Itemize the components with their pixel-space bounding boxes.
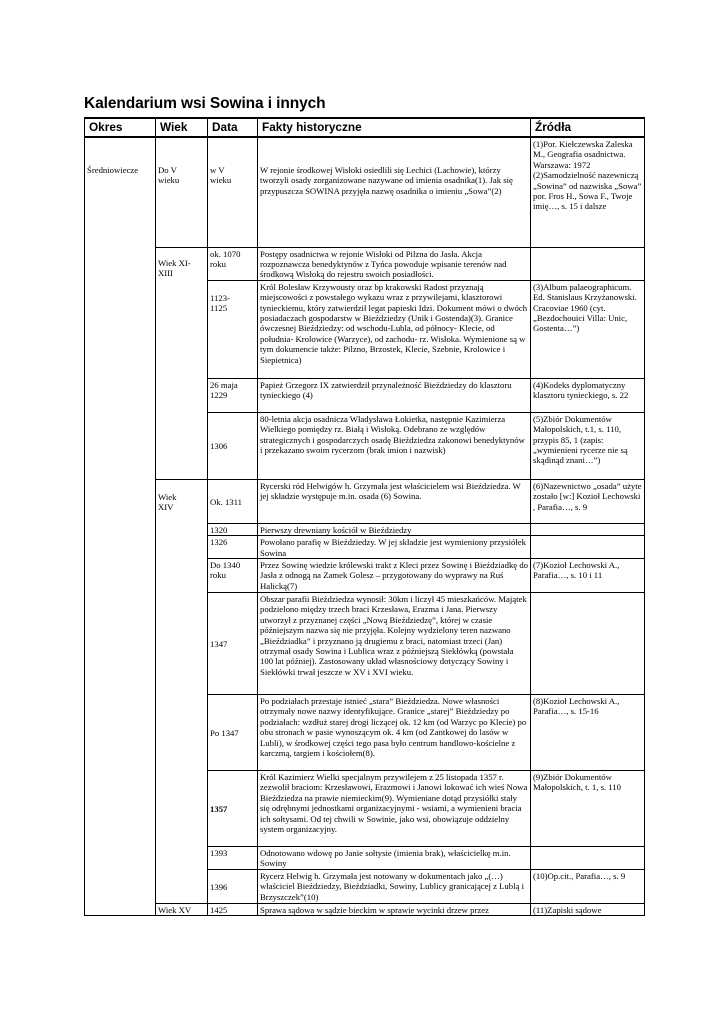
fakty-cell: Sprawa sądowa w sądzie bieckim w sprawie wycinki drzew przez — [258, 903, 531, 915]
zrodla-cell: (8)Kozioł Lechowski A., Parafia…, s. 15-16 — [531, 694, 645, 770]
okres-label: Średniowiecze — [87, 165, 139, 175]
fakty-cell: Rycerski ród Helwigów h. Grzymała jest właścicielem wsi Bieździedza. W jej składzie występuje m.in. osada (6) Sowina. — [258, 479, 531, 523]
zrodla-cell: (5)Zbiór Dokumentów Małopolskich, t.1, s. 110, przypis 85, 1 (zapis: „wymienieni rycerze nie są skądinąd znani…”) — [531, 412, 645, 479]
fakty-cell: W rejonie środkowej Wisłoki osiedlili się Lechici (Lachowie), którzy tworzyli osady zorganizowane nazywane od imienia osadnika(1). Jak się przypuszcza SOWINA przyjęła nazwę osadnika o imieniu „Sowa”(2) — [258, 137, 531, 247]
zrodla-cell: (11)Zapiski sądowe — [531, 903, 645, 915]
zrodla-cell — [531, 536, 645, 559]
zrodla-cell: (3)Album palaeographicum. Ed. Stanislaus Krzyżanowski. Cracoviae 1960 (cyt. „Bezdochouici Villa: Unic, Gostenta…”) — [531, 280, 645, 378]
wiek-label: Do V wieku — [158, 165, 180, 186]
header-fakty: Fakty historyczne — [258, 118, 531, 137]
zrodla-cell — [531, 523, 645, 535]
header-zrodla: Źródła — [531, 118, 645, 137]
zrodla-cell: (4)Kodeks dyplomatyczny klasztoru tynieckiego, s. 22 — [531, 378, 645, 412]
fakty-cell: Postępy osadnictwa w rejonie Wisłoki od Pilzna do Jasła. Akcja rozpoznawcza benedyktynów z Tyńca powoduje wpisanie terenów nad środkową Wisłoką do rejestru swoich posiadłości. — [258, 247, 531, 280]
data-cell: 1326 — [208, 536, 258, 559]
data-cell: 1393 — [208, 846, 258, 869]
header-wiek: Wiek — [156, 118, 208, 137]
zrodla-cell — [531, 247, 645, 280]
header-okres: Okres — [85, 118, 156, 137]
table-header-row — [85, 118, 645, 137]
zrodla-cell: (7)Kozioł Lechowski A., Parafia…, s. 10 i 11 — [531, 558, 645, 592]
zrodla-cell: (10)Op.cit., Parafia…, s. 9 — [531, 869, 645, 903]
document-page — [84, 94, 644, 916]
zrodla-cell: (1)Por. Kiełczewska Zaleska M., Geografia osadnictwa. Warszawa: 1972 (2)Samodzielność nazewniczą „Sowina” od nazwiska „Sowa” por. Fros H., Sowa F., Twoje imię…, s. 15 i dalsze — [531, 137, 645, 247]
fakty-cell: Rycerz Helwig h. Grzymała jest notowany w dokumentach jako „(…) właściciel Bieździedzy, Bieździadki, Sowiny, Lublicy granicającej z Lublą i Brzyszczek”(10) — [258, 869, 531, 903]
table-row — [85, 479, 645, 523]
fakty-cell: Król Kazimierz Wielki specjalnym przywilejem z 25 listopada 1357 r. zezwolił braciom: Krzesławowi, Erazmowi i Janowi lokować ich wieś Nowa Bieździedza na prawie niemieckim(9). Wymieniane dotąd przysiółki stały się odrębnymi jednostkami organizacyjnymi - wsiami, a wymienieni bracia ich sołtysami. Od tej chwili w Sowinie, jako wsi, obowiązuje oddzielny system organizacyjny. — [258, 770, 531, 846]
chronology-table — [84, 117, 645, 916]
okres-cell — [85, 903, 156, 915]
data-cell: Ok. 1311 — [208, 479, 258, 523]
fakty-cell: Obszar parafii Bieździedza wynosił: 30km i liczył 45 mieszkańców. Majątek podzielono między trzech braci Krzesława, Erazma i Jana. Pierwszy utworzył z przyznanej części „Nową Bieździedzę”, której w czasie późniejszym nazwa się nie przyjęła. Kolejny wydzielony teren nazwano „Bieździadka” i przyznano ją drugiemu z braci, natomiast trzeci (Jan) otrzymał osady Sowina i Lublica wraz z późniejszą Siekłówką (powstała 100 lat później). Zastosowany układ własnościowy dotyczący Sowiny i Siekłówki trwał jeszcze w XV i XVI wieku. — [258, 592, 531, 694]
data-cell: Do 1340 roku — [208, 558, 258, 592]
data-cell: 1306 — [208, 412, 258, 479]
wiek-cell — [156, 247, 208, 479]
wiek-cell — [156, 903, 208, 915]
table-row — [85, 137, 645, 247]
data-cell: w V wieku — [208, 137, 258, 247]
table-row — [85, 903, 645, 915]
header-data: Data — [208, 118, 258, 137]
data-cell: 1347 — [208, 592, 258, 694]
fakty-cell: Po podziałach przestaje istnieć „stara” Bieździedza. Nowe własności otrzymały nowe nazwy identyfikujące. Granice „starej” Bieździedzy po podziałach: wzdłuż starej drogi liczącej ok. 12 km (od Warzyc po Klecie) po obu stronach w pasie wynoszącym ok. 4 km (od Zantkowej do lasów w Lubli), w środkowej części tego pasa było centrum handlowo-kościelne z karczmą, targiem i kościołem(8). — [258, 694, 531, 770]
fakty-cell: Przez Sowinę wiedzie królewski trakt z Kleci przez Sowinę i Bieździadkę do Jasła z odnogą na Zamek Golesz – przygotowany do wyprawy na Ruś Halicką(7) — [258, 558, 531, 592]
wiek-cell — [156, 137, 208, 247]
wiek-label: Wiek XI- XIII — [158, 257, 191, 278]
data-cell: 26 maja 1229 — [208, 378, 258, 412]
data-cell: 1425 — [208, 903, 258, 915]
fakty-cell: Odnotowano wdowę po Janie sołtysie (imienia brak), właścicielkę m.in. Sowiny — [258, 846, 531, 869]
okres-cell — [85, 137, 156, 903]
data-cell: 1396 — [208, 869, 258, 903]
wiek-label: Wiek XV — [158, 904, 192, 915]
zrodla-cell — [531, 846, 645, 869]
table-row — [85, 247, 645, 280]
zrodla-cell: (6)Nazewnictwo „osada” użyte zostało [w:] Kozioł Lechowski , Parafia…, s. 9 — [531, 479, 645, 523]
data-cell: 1123- 1125 — [208, 280, 258, 378]
fakty-cell: Król Bolesław Krzywousty oraz bp krakowski Radost przyznają miejscowości z powstałego wykazu wraz z przywilejami, klasztorowi tynieckiemu, który zatwierdził legat papieski Idzi. Dokument mówi o dwóch posiadaczach gospodarstw w Bieździedzy (Unik i Gostenda)(3). Granice ówczesnej Bieździedzy: od wschodu-Lubla, od północy- Klecie, od południa- Krolowice (Warzyce), od zachodu- rz. Wisłoka. Wymienione są w tym dokumencie także: Pilzno, Brzostek, Klecie, Szebnie, Krolowice i Siepietnica) — [258, 280, 531, 378]
data-cell: ok. 1070 roku — [208, 247, 258, 280]
wiek-label: Wiek XIV — [158, 491, 177, 513]
data-cell: Po 1347 — [208, 694, 258, 770]
wiek-cell — [156, 479, 208, 903]
fakty-cell: Powołano parafię w Bieździedzy. W jej składzie jest wymieniony przysiółek Sowina — [258, 536, 531, 559]
zrodla-cell: (9)Zbiór Dokumentów Małopolskich, t. 1, s. 110 — [531, 770, 645, 846]
fakty-cell: Papież Grzegorz IX zatwierdził przynależność Bieździedzy do klasztoru tynieckiego (4) — [258, 378, 531, 412]
zrodla-cell — [531, 592, 645, 694]
data-cell: 1320 — [208, 523, 258, 535]
fakty-cell: Pierwszy drewniany kościół w Bieździedzy — [258, 523, 531, 535]
data-cell: 1357 — [208, 770, 258, 846]
fakty-cell: 80-letnia akcja osadnicza Władysława Łokietka, następnie Kazimierza Wielkiego pomiędzy rz. Białą i Wisłoką. Odebrano ze względów strategicznych i gospodarczych osadę Bieździedza zakonowi benedyktynów i przekazano swoim rycerzom (brak imion i nazwisk) — [258, 412, 531, 479]
document-title: Kalendarium wsi Sowina i innych — [84, 95, 326, 112]
